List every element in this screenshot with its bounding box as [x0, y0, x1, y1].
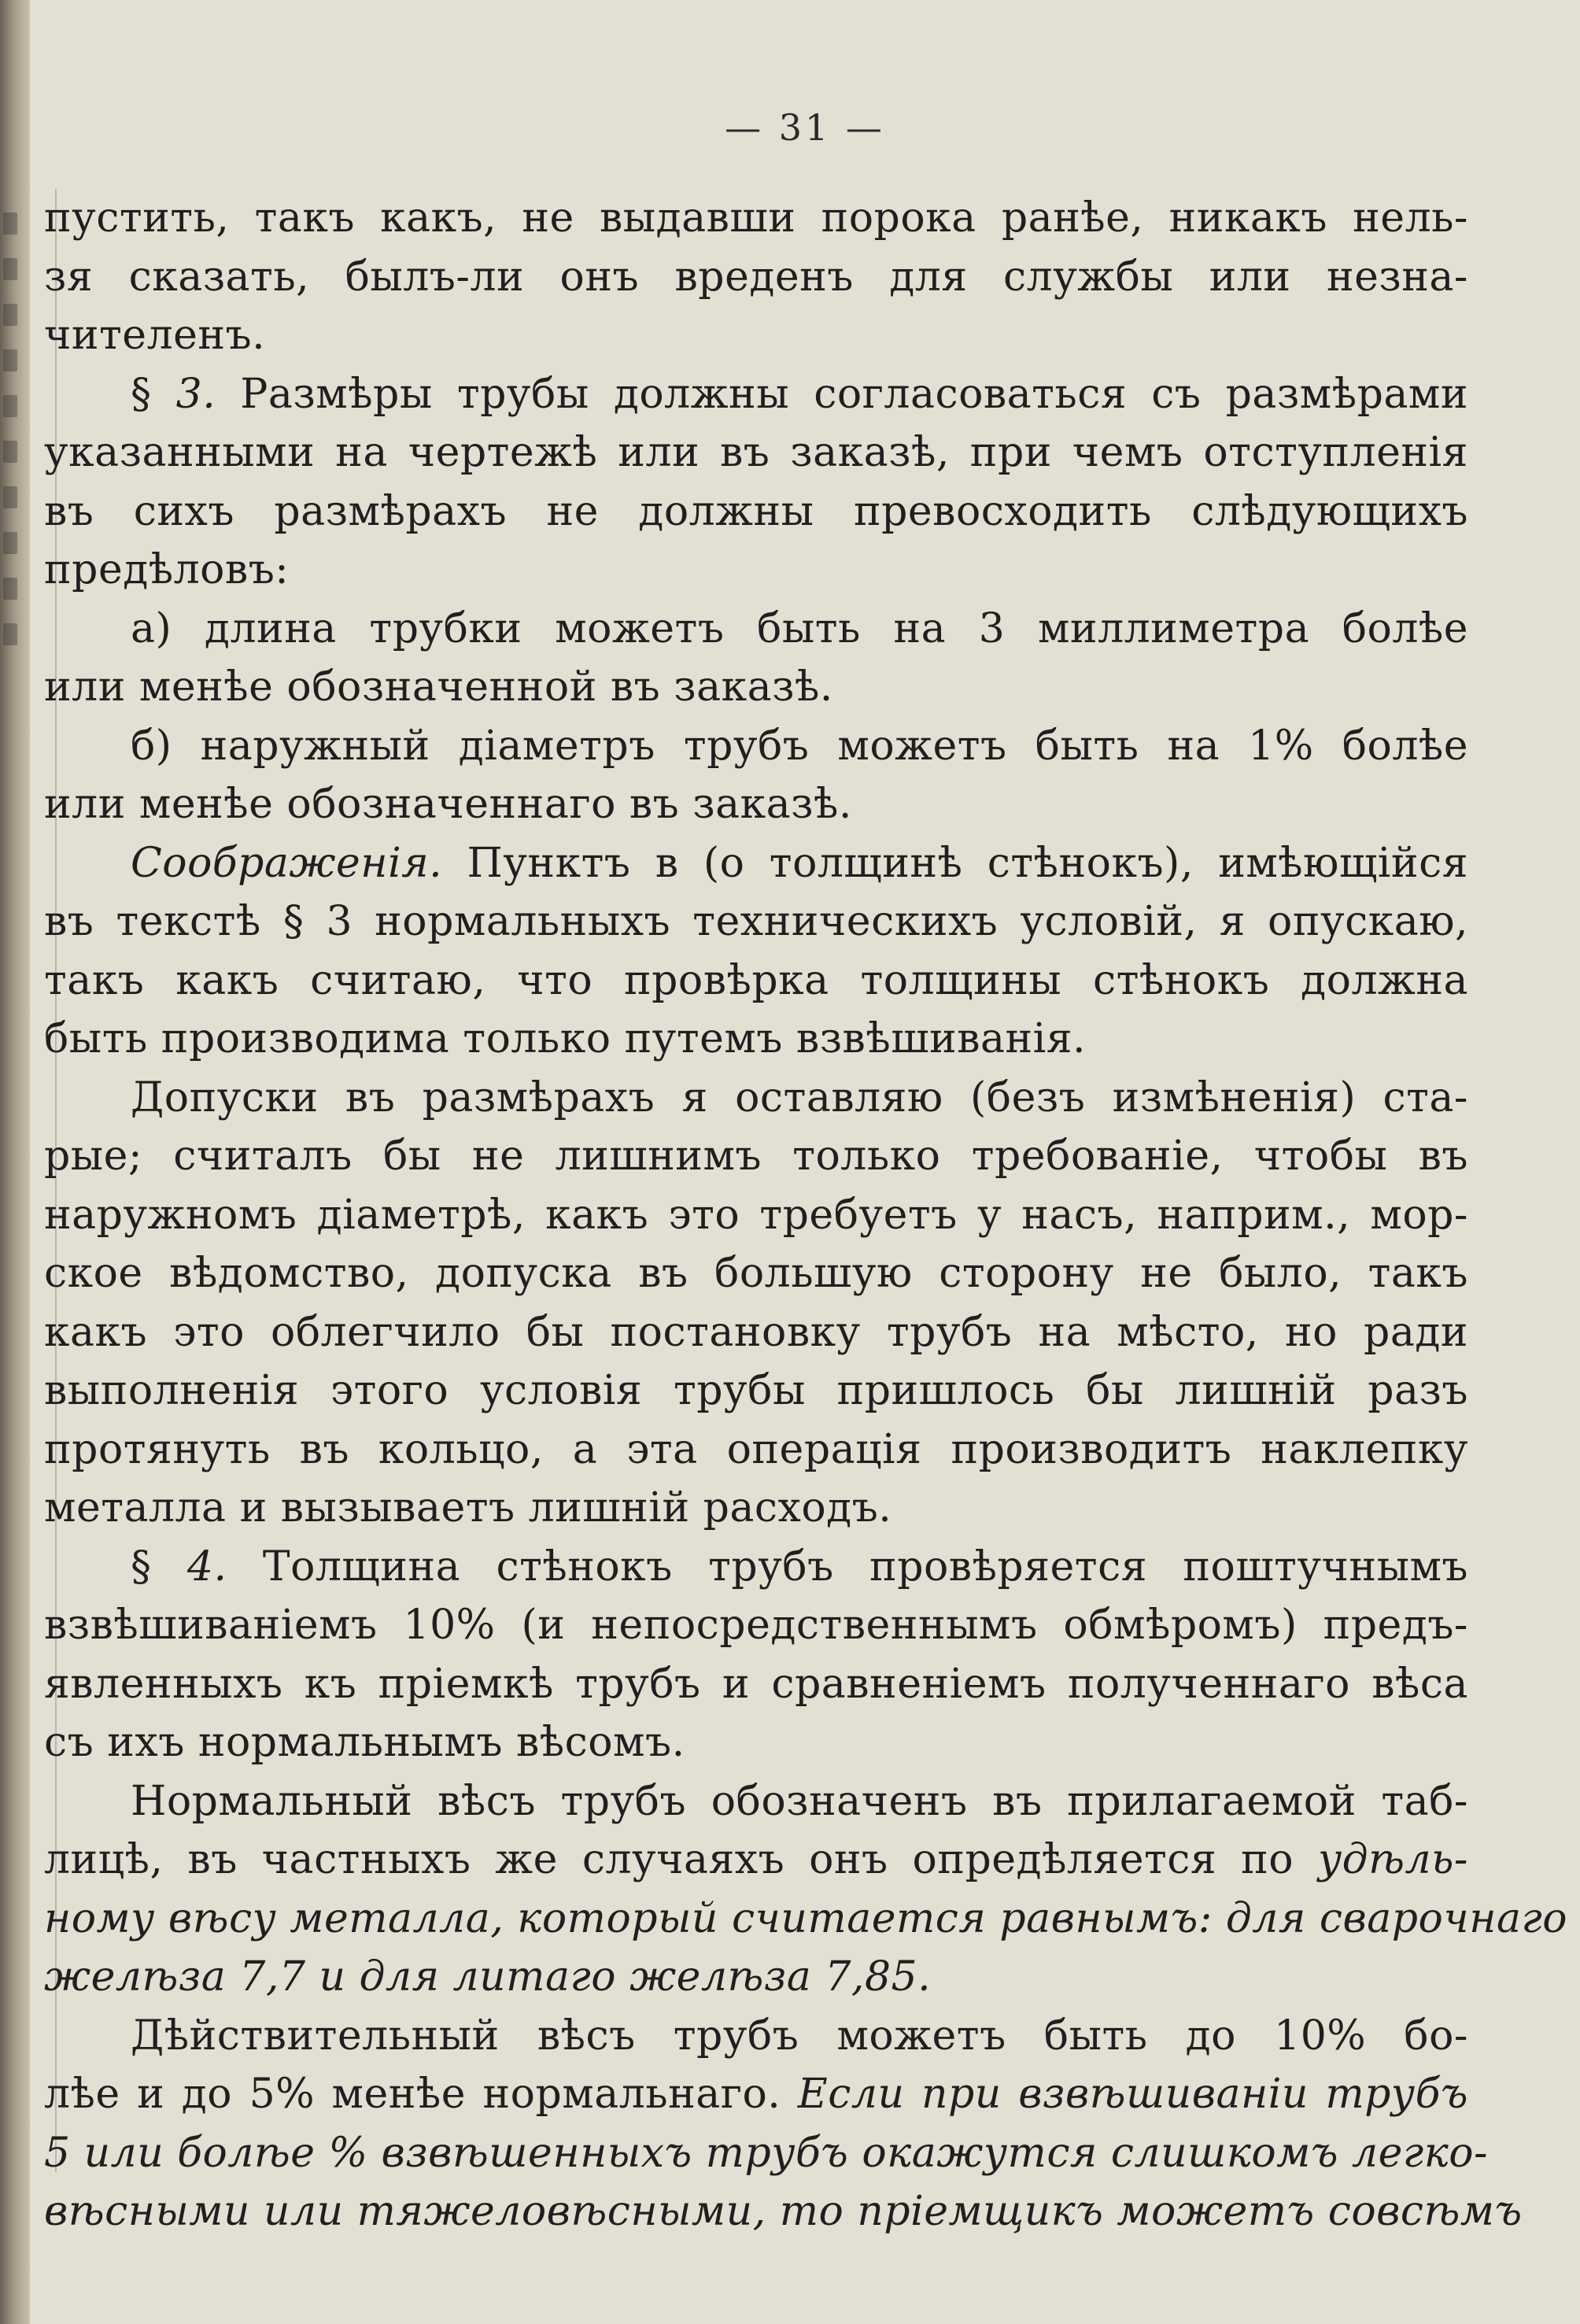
text-line: такъ какъ считаю, что провѣрка толщины стѣнокъ должна [44, 956, 1468, 1004]
text-line: а) длина трубки можетъ быть на 3 миллиметра болѣе [131, 604, 1468, 652]
text-line: явленныхъ къ пріемкѣ трубъ и сравненіемъ полученнаго вѣса [44, 1660, 1468, 1708]
text-line: какъ это облегчило бы постановку трубъ на мѣсто, но ради [44, 1308, 1468, 1356]
text-line: Нормальный вѣсъ трубъ обозначенъ въ прилагаемой таб- [131, 1777, 1468, 1825]
text-line: пустить, такъ какъ, не выдавши порока ранѣе, никакъ нель- [44, 194, 1468, 242]
text-line: зя сказать, былъ-ли онъ вреденъ для службы или незна- [44, 253, 1468, 301]
text-line: вѣсными или тяжеловѣсными, то пріемщикъ можетъ совсѣмъ [44, 2188, 1523, 2235]
text-line: § 3. Размѣры трубы должны согласоваться съ размѣрами [131, 370, 1468, 418]
text-line: § 4. Толщина стѣнокъ трубъ провѣряется поштучнымъ [131, 1543, 1469, 1591]
text-line: Соображенія. Пунктъ в (о толщинѣ стѣнокъ), имѣющійся [131, 839, 1468, 887]
text-line: Допуски въ размѣрахъ я оставляю (безъ измѣненія) ста- [131, 1073, 1468, 1121]
text-line: металла и вызываетъ лишній расходъ. [44, 1484, 892, 1531]
page-number: — 31 — [725, 106, 885, 149]
text-line: въ сихъ размѣрахъ не должны превосходить слѣдующихъ [44, 487, 1468, 535]
text-line: предѣловъ: [44, 546, 290, 593]
text-line: лицѣ, въ частныхъ же случаяхъ онъ опредѣляется по удѣль- [44, 1836, 1468, 1883]
text-line: ское вѣдомство, допуска въ большую сторону не было, такъ [44, 1250, 1468, 1297]
text-line: протянуть въ кольцо, а эта операція производитъ наклепку [44, 1425, 1468, 1473]
text-line: взвѣшиваніемъ 10% (и непосредственнымъ обмѣромъ) предъ- [44, 1602, 1468, 1649]
text-line: 5 или болѣе % взвѣшенныхъ трубъ окажутся слишкомъ легко- [44, 2129, 1489, 2177]
text-line: указанными на чертежѣ или въ заказѣ, при чемъ отступленія [44, 429, 1468, 476]
text-line: или менѣе обозначенной въ заказѣ. [44, 663, 833, 711]
text-line: лѣе и до 5% менѣе нормальнаго. Если при взвѣшиваніи трубъ [44, 2071, 1468, 2118]
text-line: желѣза 7,7 и для литаго желѣза 7,85. [44, 1953, 932, 2001]
text-line: Дѣйствительный вѣсъ трубъ можетъ быть до 10% бо- [131, 2012, 1468, 2060]
text-line: съ ихъ нормальнымъ вѣсомъ. [44, 1719, 685, 1766]
text-line: выполненія этого условія трубы пришлось бы лишній разъ [44, 1367, 1468, 1414]
text-line: или менѣе обозначеннаго въ заказѣ. [44, 781, 852, 828]
book-page [30, 0, 1580, 2324]
text-line: въ текстѣ § 3 нормальныхъ техническихъ условій, я опускаю, [44, 898, 1468, 945]
body-text [44, 189, 1568, 2241]
text-line: чителенъ. [44, 312, 266, 359]
text-line: рые; считалъ бы не лишнимъ только требованіе, чтобы въ [44, 1132, 1468, 1180]
text-line: наружномъ діаметрѣ, какъ это требуетъ у насъ, наприм., мор- [44, 1191, 1468, 1239]
text-line: б) наружный діаметръ трубъ можетъ быть на 1% болѣе [131, 722, 1468, 770]
adjacent-page-edge [0, 189, 24, 1527]
text-line: быть производима только путемъ взвѣшиванія. [44, 1015, 1087, 1062]
text-line: ному вѣсу металла, который считается равнымъ: для сварочнаго [44, 1894, 1568, 1942]
